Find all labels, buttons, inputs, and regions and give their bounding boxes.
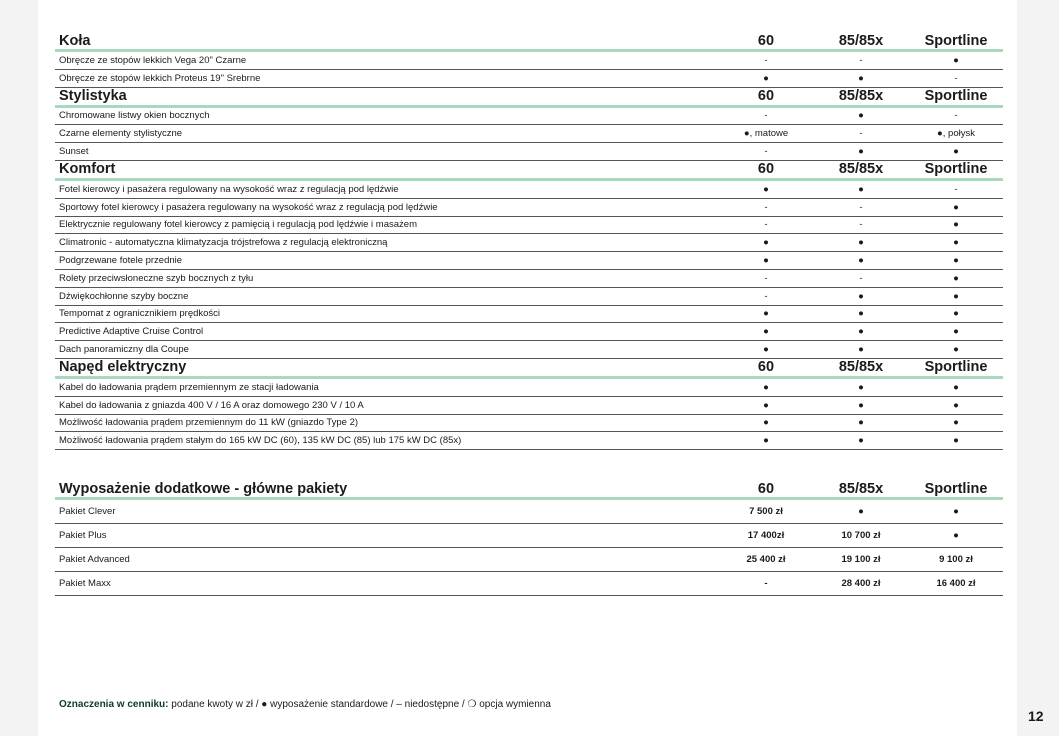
table-row [55, 397, 1003, 415]
cell-value: - [764, 219, 768, 231]
cell-value: ● [858, 183, 864, 195]
cell-value: ● [763, 417, 769, 429]
table-row [55, 199, 1003, 217]
section-title: Koła [59, 32, 91, 49]
table-row [55, 125, 1003, 143]
row-label: Podgrzewane fotele przednie [59, 255, 183, 267]
row-label: Pakiet Plus [59, 530, 107, 542]
column-header: 85/85x [838, 32, 884, 49]
cell-value: ● [858, 344, 864, 356]
column-header: Sportline [924, 88, 988, 105]
cell-value: 9 100 zł [939, 554, 973, 566]
cell-value: ● [953, 417, 959, 429]
column-header: 85/85x [838, 161, 884, 178]
cell-value: ● [763, 381, 769, 393]
cell-value: - [859, 54, 863, 66]
cell-value: ●, matowe [743, 128, 789, 140]
row-label: Obręcze ze stopów lekkich Vega 20" Czarne [59, 54, 247, 66]
cell-value: ● [858, 146, 864, 158]
cell-value: ● [953, 290, 959, 302]
cell-value: ● [763, 435, 769, 447]
page-number: 12 [1028, 708, 1044, 724]
cell-value: ● [953, 344, 959, 356]
row-label: Pakiet Clever [59, 506, 116, 518]
table-row [55, 341, 1003, 359]
equipment-table [55, 32, 1003, 596]
cell-value: - [859, 219, 863, 231]
cell-value: ● [953, 255, 959, 267]
cell-value: ● [763, 255, 769, 267]
column-header: 60 [757, 32, 775, 49]
row-label: Rolety przeciwsłoneczne szyb bocznych z tyłu [59, 272, 254, 284]
cell-value: - [764, 272, 768, 284]
table-row [55, 252, 1003, 270]
table-row [55, 379, 1003, 397]
section-title: Komfort [59, 161, 116, 178]
package-row [55, 548, 1003, 572]
cell-value: ● [953, 146, 959, 158]
section-header [55, 359, 1003, 379]
cell-value: ● [763, 183, 769, 195]
section-title: Wyposażenie dodatkowe - główne pakiety [59, 480, 348, 497]
table-row [55, 108, 1003, 126]
cell-value: ● [763, 344, 769, 356]
row-label: Tempomat z ogranicznikiem prędkości [59, 308, 221, 320]
table-row [55, 270, 1003, 288]
cell-value: 17 400zł [747, 530, 785, 542]
cell-value: ● [858, 110, 864, 122]
column-header: Sportline [924, 359, 988, 376]
column-header: 60 [757, 161, 775, 178]
cell-value: ● [858, 255, 864, 267]
table-row [55, 415, 1003, 433]
cell-value: ● [953, 54, 959, 66]
row-label: Climatronic - automatyczna klimatyzacja trójstrefowa z regulacją elektroniczną [59, 237, 388, 249]
cell-value: ● [858, 308, 864, 320]
row-label: Pakiet Maxx [59, 578, 111, 590]
table-row [55, 306, 1003, 324]
cell-value: ● [858, 399, 864, 411]
cell-value: ● [953, 435, 959, 447]
row-label: Fotel kierowcy i pasażera regulowany na wysokość wraz z regulacją pod lędźwie [59, 183, 399, 195]
row-label: Kabel do ładowania z gniazda 400 V / 16 A oraz domowego 230 V / 10 A [59, 399, 364, 411]
row-label: Obręcze ze stopów lekkich Proteus 19" Srebrne [59, 72, 261, 84]
row-label: Możliwość ładowania prądem stałym do 165 kW DC (60), 135 kW DC (85) lub 175 kW DC (85x) [59, 435, 462, 447]
cell-value: ● [953, 506, 959, 518]
row-label: Sportowy fotel kierowcy i pasażera regulowany na wysokość wraz z regulacją pod lędźwie [59, 201, 438, 213]
cell-value: - [954, 183, 958, 195]
cell-value: ● [953, 219, 959, 231]
cell-value: ● [953, 237, 959, 249]
cell-value: 19 100 zł [841, 554, 881, 566]
cell-value: ● [763, 326, 769, 338]
column-header: Sportline [924, 32, 988, 49]
column-header: 60 [757, 480, 775, 497]
cell-value: - [954, 110, 958, 122]
row-label: Dach panoramiczny dla Coupe [59, 344, 189, 356]
column-header: 85/85x [838, 480, 884, 497]
column-header: 85/85x [838, 359, 884, 376]
column-header: 60 [757, 88, 775, 105]
section-header [55, 161, 1003, 181]
cell-value: ● [858, 381, 864, 393]
cell-value: - [764, 290, 768, 302]
legend-title: Oznaczenia w cenniku: [59, 699, 169, 710]
section-header [55, 480, 1003, 500]
column-header: Sportline [924, 161, 988, 178]
row-label: Chromowane listwy okien bocznych [59, 110, 210, 122]
legend-text: podane kwoty w zł / ● wyposażenie standardowe / – niedostępne / ❍ opcja wymienna [168, 699, 551, 710]
table-row [55, 432, 1003, 450]
table-row [55, 288, 1003, 306]
section-header [55, 32, 1003, 52]
table-row [55, 181, 1003, 199]
row-label: Predictive Adaptive Cruise Control [59, 326, 204, 338]
cell-value: ● [953, 381, 959, 393]
cell-value: - [764, 54, 768, 66]
cell-value: ● [858, 237, 864, 249]
cell-value: ● [763, 72, 769, 84]
cell-value: ● [858, 72, 864, 84]
cell-value: ● [953, 326, 959, 338]
cell-value: 25 400 zł [746, 554, 786, 566]
row-label: Kabel do ładowania prądem przemiennym ze stacji ładowania [59, 381, 319, 393]
cell-value: - [764, 578, 768, 590]
cell-value: - [859, 128, 863, 140]
cell-value: ● [953, 530, 959, 542]
row-label: Możliwość ładowania prądem przemiennym do 11 kW (gniazdo Type 2) [59, 417, 359, 429]
package-row [55, 524, 1003, 548]
cell-value: 28 400 zł [841, 578, 881, 590]
cell-value: ● [763, 399, 769, 411]
cell-value: - [764, 110, 768, 122]
table-row [55, 323, 1003, 341]
column-header: 85/85x [838, 88, 884, 105]
table-row [55, 234, 1003, 252]
section-title: Stylistyka [59, 88, 127, 105]
table-row [55, 143, 1003, 161]
cell-value: ●, połysk [937, 128, 975, 140]
cell-value: ● [858, 417, 864, 429]
cell-value: ● [858, 435, 864, 447]
cell-value: 7 500 zł [749, 506, 783, 518]
cell-value: - [954, 72, 958, 84]
cell-value: ● [858, 290, 864, 302]
cell-value: ● [953, 308, 959, 320]
column-header: 60 [757, 359, 775, 376]
cell-value: ● [953, 399, 959, 411]
cell-value: ● [953, 272, 959, 284]
row-label: Dźwiękochłonne szyby boczne [59, 290, 189, 302]
column-header: Sportline [924, 480, 988, 497]
table-row [55, 217, 1003, 235]
legend-footer [59, 699, 551, 710]
section-header [55, 88, 1003, 108]
cell-value: - [764, 146, 768, 158]
row-label: Sunset [59, 146, 89, 158]
cell-value: 10 700 zł [841, 530, 881, 542]
table-row [55, 70, 1003, 88]
package-row [55, 572, 1003, 596]
cell-value: ● [858, 506, 864, 518]
row-label: Czarne elementy stylistyczne [59, 128, 183, 140]
cell-value: - [859, 201, 863, 213]
row-label: Pakiet Advanced [59, 554, 130, 566]
cell-value: - [859, 272, 863, 284]
table-row [55, 52, 1003, 70]
cell-value: 16 400 zł [936, 578, 976, 590]
cell-value: ● [763, 308, 769, 320]
cell-value: - [764, 201, 768, 213]
cell-value: ● [763, 237, 769, 249]
section-title: Napęd elektryczny [59, 359, 187, 376]
row-label: Elektrycznie regulowany fotel kierowcy z pamięcią i regulacją pod lędźwie i masażem [59, 219, 417, 231]
cell-value: ● [858, 326, 864, 338]
section-gap [55, 450, 1003, 480]
package-row [55, 500, 1003, 524]
cell-value: ● [953, 201, 959, 213]
